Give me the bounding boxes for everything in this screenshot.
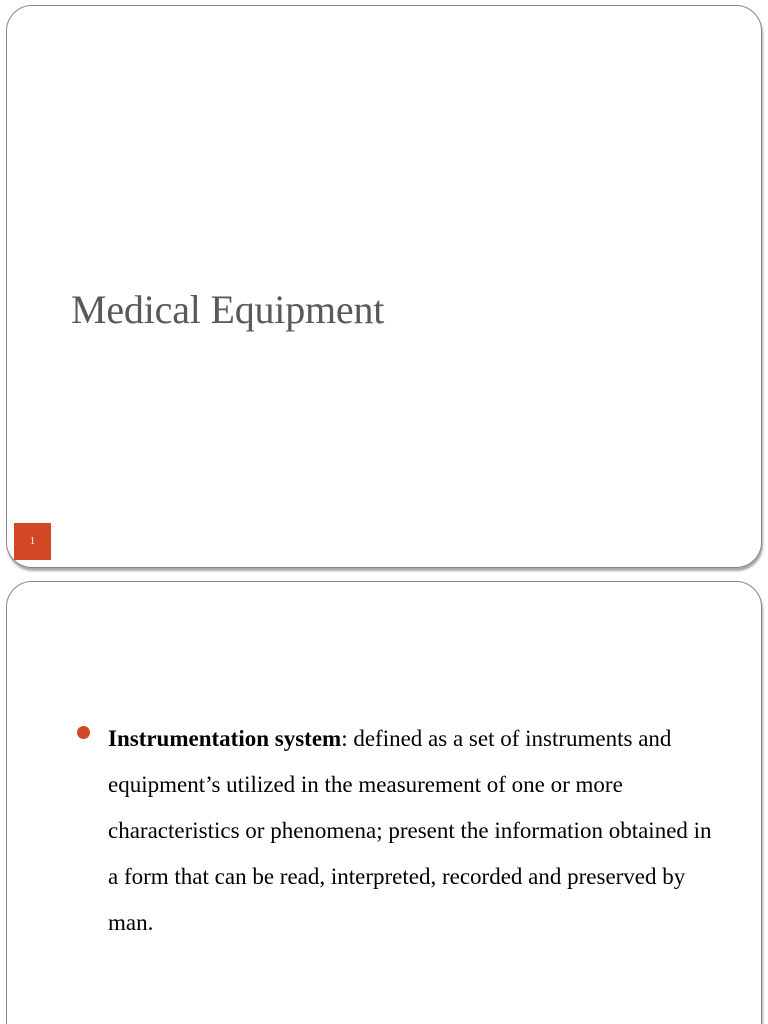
slide-1 xyxy=(6,5,762,568)
bullet-dot-icon xyxy=(77,726,90,739)
bullet-item xyxy=(77,716,727,946)
slide-title: Medical Equipment xyxy=(71,287,385,332)
slide-2 xyxy=(6,581,762,1024)
bullet-text xyxy=(108,716,727,946)
page-number-badge: 1 xyxy=(14,523,51,560)
bullet-term: Instrumentation system xyxy=(108,726,342,751)
bullet-definition: : defined as a set of instruments and equipment’s utilized in the measurement of one or more characteristics or phenomena; present the information obtained in a form that can be read, interpreted, recorded and preserved by man. xyxy=(108,726,712,935)
